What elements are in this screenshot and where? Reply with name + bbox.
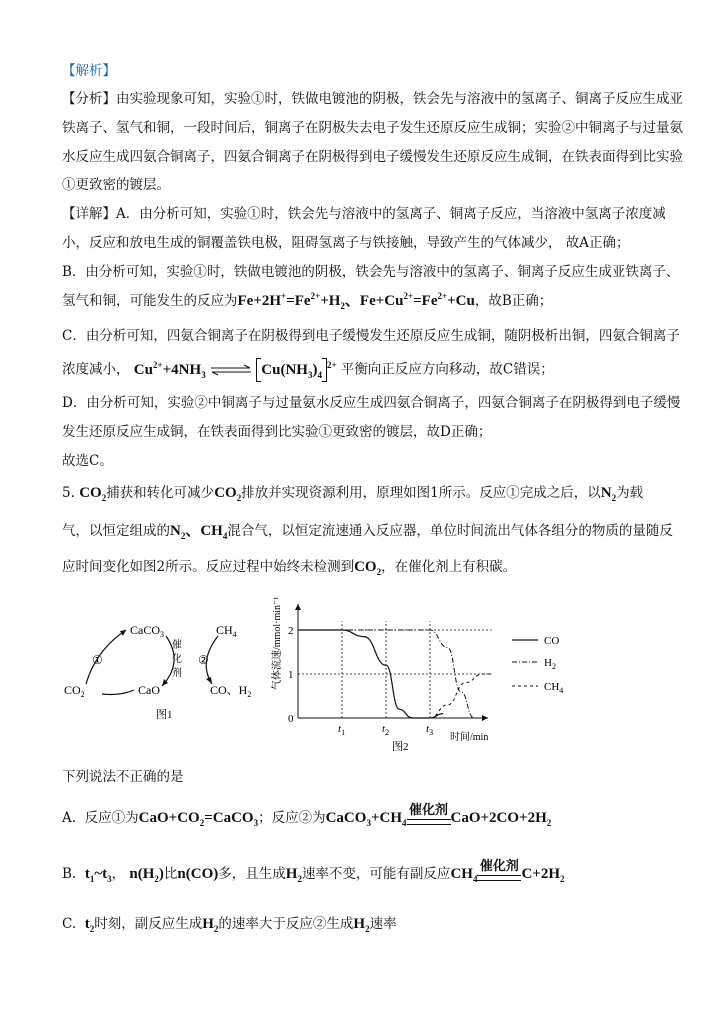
svg-text:催: 催 [172,640,182,651]
equation-fe-h: $Fe+2H^+=Fe^{2+}+H_2$、$Fe+Cu^{2+}=Fe^{2+}+Cu$ [237,291,475,311]
analysis-fenxi-line-1: 【分析】由实验现象可知，实验①时，铁做电镀池的阴极，铁会先与溶液中的氢离子、铜离子反应生成亚 [62,91,683,107]
fig1-cao-label: CaO [138,683,160,697]
fig2-caption: 图2 [392,741,409,753]
question-5-line-2: 气，以恒定组成的$N_2$、$CH_4$混合气，以恒定流速通入反应器，单位时间流出气体各组分的物质的量随反 [62,523,673,541]
fig2-legend-co-label: CO [544,635,560,647]
fig1-arrow-cao-back [102,690,134,695]
analysis-conclusion: 故选C。 [62,453,113,469]
fig2-legend-h2-label: $H_2$ [544,657,556,671]
analysis-detail-c-line-2: 浓度减小， $Cu^{2+}+4NH_3$ $Cu(NH_3)_4^{2+}$ 平衡向正反应方向移动，故C错误； [62,358,662,382]
analysis-detail-a-line-1: 【详解】A．由分析可知，实验①时，铁会先与溶液中的氢离子、铜离子反应，当溶液中氢离子浓度减 [62,206,666,222]
figure-2-line-chart [262,590,602,760]
question-5-line-1: 5. $CO_2$捕获和转化可减少$CO_2$排放并实现资源利用，原理如图1所示。反应①完成之后，以$N_2$为载 [62,485,644,503]
option-a[interactable]: A. 反应①为$CaO+CO_2=CaCO_3$；反应②为$CaCO_3+CH_4$ 催化剂 $CaO+2CO+2H_2$ [62,802,552,828]
fig1-caco3-label: CaCO$_3$ [130,623,164,639]
question-5-line-3: 应时间变化如图2所示。反应过程中始终未检测到$CO_2$，在催化剂上有积碳。 [62,559,517,577]
fig1-reaction-1-label: ① [92,653,103,667]
figure-1-cycle-diagram [58,612,278,724]
fig2-ytick-1: 1 [288,669,294,681]
fig2-legend-ch4-label: $CH_4$ [544,681,564,695]
fig2-legend [512,635,563,695]
fig2-tick-labels [288,625,433,737]
analysis-detail-d-line-2: 发生还原反应生成铜，在铁表面得到比实验①更致密的镀层，故D正确； [62,424,492,440]
fig1-caption: 图1 [156,709,173,721]
fig1-co-h2-label: CO、$H_2$ [210,683,252,699]
fig2-xtick-t2: $t_2$ [382,723,390,737]
fig2-xtick-t1: $t_1$ [338,723,346,737]
fig2-ytick-0: 0 [288,713,294,725]
analysis-detail-b-line-2: 氢气和铜，可能发生的反应为$Fe+2H^+=Fe^{2+}+H_2$、$Fe+Cu^{2+}=Fe^{2+}+Cu$，故B正确； [62,291,553,311]
option-b[interactable]: B. $t_1\sim t_3$， $n(H_2)$比n(CO)多，且生成$H_2$速率不变，可能有副反应$CH_4$ 催化剂 $C+2H_2$ [62,858,565,884]
analysis-detail-b-line-1: B．由分析可知，实验①时，铁做电镀池的阴极，铁会先与溶液中的氢离子、铜离子反应生成亚铁离子、 [62,264,680,280]
fig1-reaction-2-label: ② [198,653,209,667]
fig1-ch4-label: $CH_4$ [216,623,237,639]
option-c[interactable]: C. $t_2$时刻，副反应生成$H_2$的速率大于反应②生成$H_2$速率 [62,916,397,934]
fig2-ytick-2: 2 [288,625,294,637]
fig2-series-ch4 [430,674,492,718]
analysis-fenxi-line-4: ①更致密的镀层。 [62,177,170,193]
fig2-xlabel: 时间/min [450,732,489,743]
catalyst-condition: 催化剂 [477,866,521,884]
equation-tetraammine: $Cu^{2+}+4NH_3$ [133,359,206,380]
analysis-detail-d-line-1: D．由分析可知，实验②中铜离子与过量氨水反应生成四氨合铜离子，四氨合铜离子在阴极得到电子缓慢 [62,395,681,411]
fig1-co2-label: $CO_2$ [64,683,85,699]
svg-text:剂: 剂 [172,668,182,679]
fig2-gridlines [298,621,492,718]
fig2-xtick-t3: $t_3$ [426,723,434,737]
svg-text:化: 化 [172,654,182,665]
reversible-arrow-icon [210,364,252,376]
analysis-fenxi-line-3: 水反应生成四氨合铜离子，四氨合铜离子在阴极得到电子缓慢发生还原反应生成铜，在铁表面得到比实验 [62,149,683,165]
fig2-ylabel: 气体流速/mmol·min⁻¹ [272,596,283,690]
analysis-header: 【解析】 [62,63,116,79]
analysis-detail-a-line-2: 小，反应和放电生成的铜覆盖铁电极，阻碍氢离子与铁接触，导致产生的气体减少， 故A正确； [62,235,630,251]
catalyst-condition: 催化剂 [407,810,451,828]
analysis-fenxi-line-2: 铁离子、氢气和铜，一段时间后，铜离子在阴极失去电子发生还原反应生成铜；实验②中铜离子与过量氨 [62,120,683,136]
question-prompt: 下列说法不正确的是 [62,769,184,785]
analysis-detail-c-line-1: C．由分析可知，四氨合铜离子在阴极得到电子缓慢发生还原反应生成铜，随阴极析出铜，四氨合铜离子 [62,328,680,344]
